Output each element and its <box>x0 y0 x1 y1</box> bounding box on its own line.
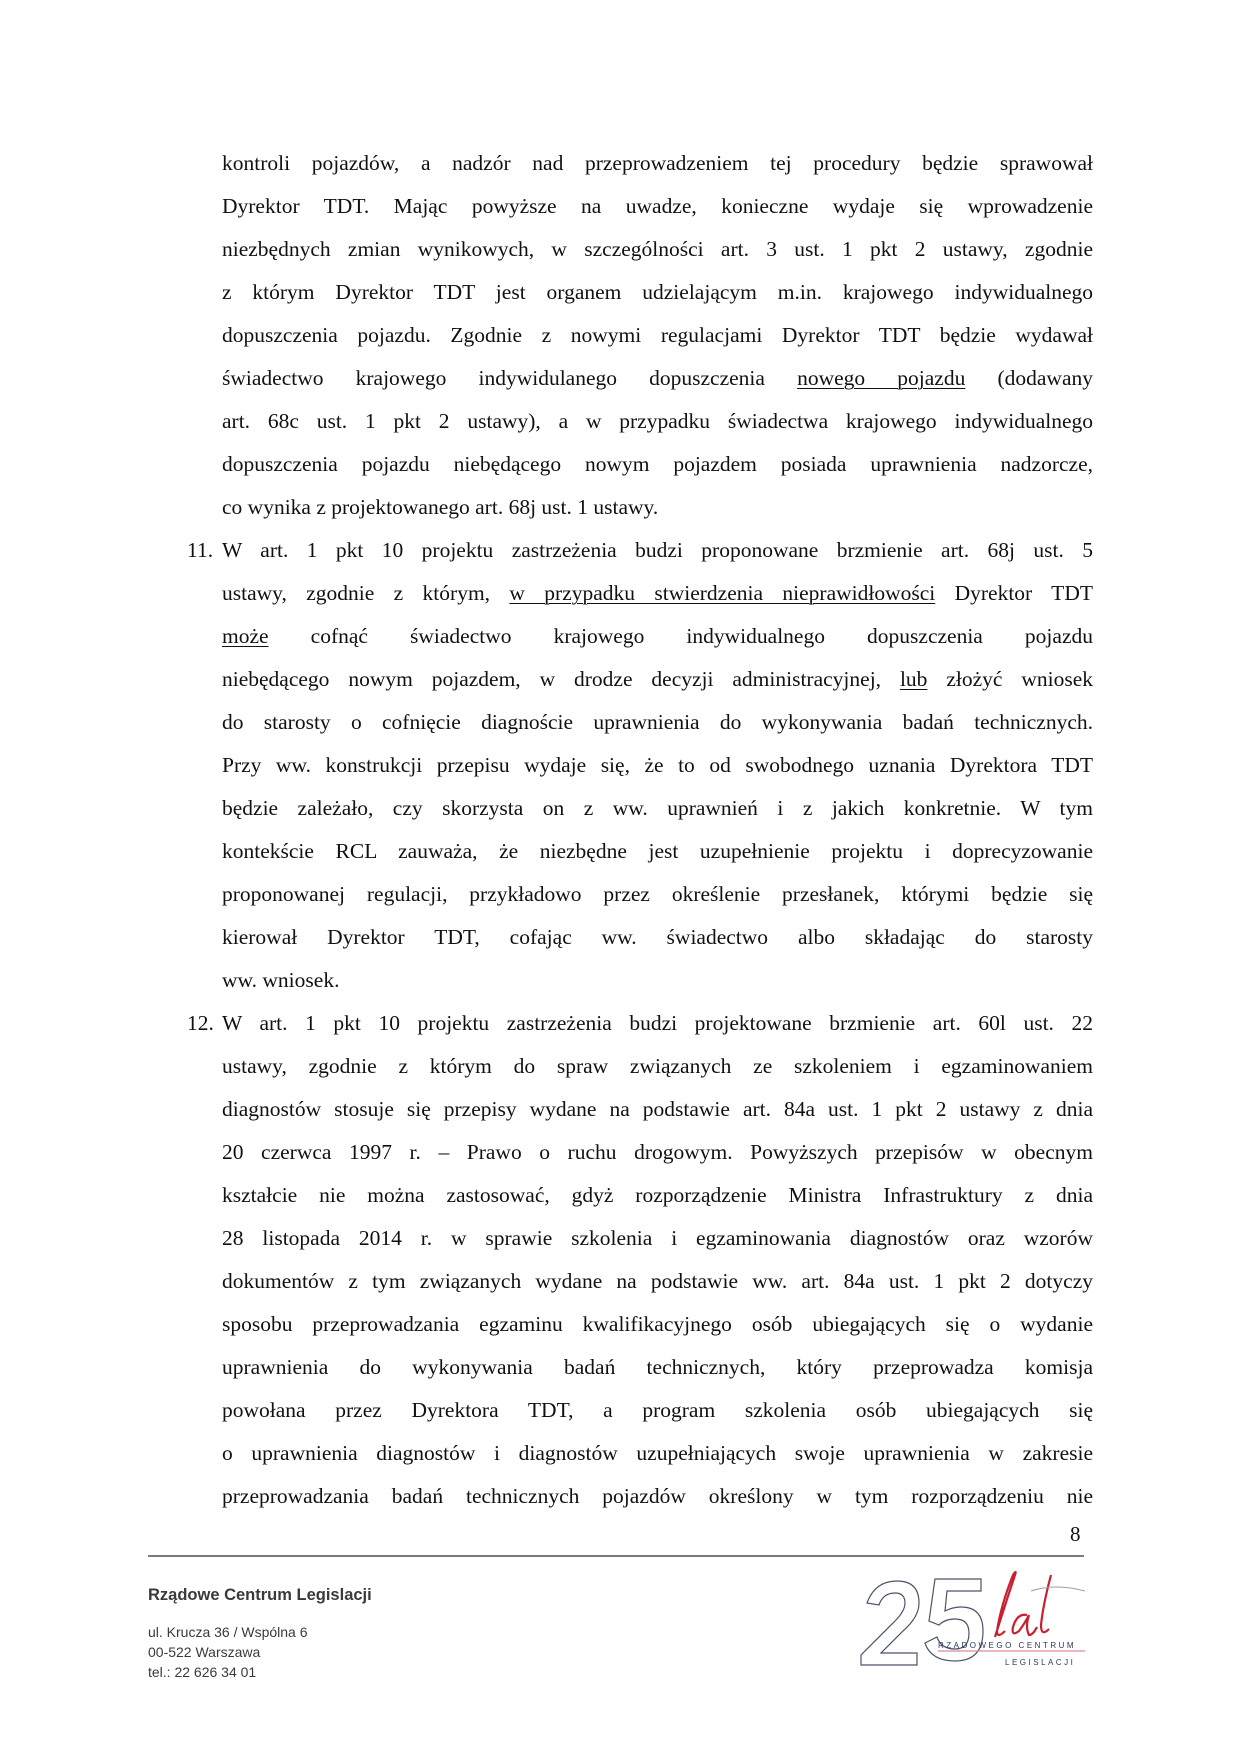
text-line: o uprawnienia diagnostów i diagnostów uzupełniających swoje uprawnienia w zakresie <box>222 1441 1093 1465</box>
underlined-phrase: może <box>222 624 269 648</box>
text-line: dopuszczenia pojazdu niebędącego nowym pojazdem posiada uprawnienia nadzorcze, <box>222 452 1093 476</box>
continuation-paragraph <box>222 142 1093 529</box>
text-line: powołana przez Dyrektora TDT, a program szkolenia osób ubiegających się <box>222 1398 1093 1422</box>
underlined-phrase: nowego pojazdu <box>797 366 966 390</box>
text-line: dopuszczenia pojazdu. Zgodnie z nowymi regulacjami Dyrektor TDT będzie wydawał <box>222 323 1093 347</box>
text-line: kontekście RCL zauważa, że niezbędne jest uzupełnienie projektu i doprecyzowanie <box>222 839 1093 863</box>
logo-caption-line1: RZĄDOWEGO CENTRUM <box>938 1641 1077 1650</box>
text-line: Dyrektor TDT. Mając powyższe na uwadze, konieczne wydaje się wprowadzenie <box>222 194 1093 218</box>
text-line: sposobu przeprowadzania egzaminu kwalifikacyjnego osób ubiegających się o wydanie <box>222 1312 1093 1336</box>
address-street: ul. Krucza 36 / Wspólna 6 <box>148 1624 308 1640</box>
text-line: dokumentów z tym związanych wydane na podstawie ww. art. 84a ust. 1 pkt 2 dotyczy <box>222 1269 1093 1293</box>
text-line: ustawy, zgodnie z którym do spraw związanych ze szkoleniem i egzaminowaniem <box>222 1054 1093 1078</box>
text-line: kontroli pojazdów, a nadzór nad przeprowadzeniem tej procedury będzie sprawował <box>222 151 1093 175</box>
page-number: 8 <box>1070 1522 1081 1546</box>
underlined-phrase: w przypadku stwierdzenia nieprawidłowości <box>509 581 936 605</box>
text-line: do starosty o cofnięcie diagnoście uprawnienia do wykonywania badań technicznych. <box>222 710 1093 734</box>
text-line: przeprowadzania badań technicznych pojazdów określony w tym rozporządzeniu nie <box>222 1484 1093 1508</box>
text-line: Przy ww. konstrukcji przepisu wydaje się, że to od swobodnego uznania Dyrektora TDT <box>222 753 1093 777</box>
text-line: diagnostów stosuje się przepisy wydane na podstawie art. 84a ust. 1 pkt 2 ustawy z dnia <box>222 1097 1093 1121</box>
text-line: kierował Dyrektor TDT, cofając ww. świadectwo albo składając do starosty <box>222 925 1093 949</box>
text-line: niezbędnych zmian wynikowych, w szczególności art. 3 ust. 1 pkt 2 ustawy, zgodnie <box>222 237 1093 261</box>
list-number: 12. <box>187 1011 214 1035</box>
footer-divider <box>148 1555 1084 1557</box>
text-line: kształcie nie można zastosować, gdyż rozporządzenie Ministra Infrastruktury z dnia <box>222 1183 1093 1207</box>
text-span: ustawy, zgodnie z którym, <box>222 581 510 605</box>
text-line: z którym Dyrektor TDT jest organem udzielającym m.in. krajowego indywidualnego <box>222 280 1093 304</box>
text-line: uprawnienia do wykonywania badań technicznych, który przeprowadza komisja <box>222 1355 1093 1379</box>
text-span: Dyrektor TDT <box>935 581 1093 605</box>
list-number: 11. <box>187 538 214 562</box>
text-line <box>222 572 1093 615</box>
list-item-12 <box>187 1002 1093 1518</box>
text-span: cofnąć świadectwo krajowego indywidualnego dopuszczenia pojazdu <box>268 624 1093 648</box>
text-line <box>222 658 1093 701</box>
footer-organization: Rządowe Centrum Legislacji <box>148 1586 372 1604</box>
text-line: W art. 1 pkt 10 projektu zastrzeżenia budzi proponowane brzmienie art. 68j ust. 5 <box>222 538 1093 562</box>
text-line: 20 czerwca 1997 r. – Prawo o ruchu drogowym. Powyższych przepisów w obecnym <box>222 1140 1093 1164</box>
text-line: co wynika z projektowanego art. 68j ust. 1 ustawy. <box>222 495 659 519</box>
address-city: 00-522 Warszawa <box>148 1644 261 1660</box>
text-line: proponowanej regulacji, przykładowo przez określenie przesłanek, którymi będzie się <box>222 882 1093 906</box>
underlined-phrase: lub <box>899 667 928 691</box>
address-phone: tel.: 22 626 34 01 <box>148 1664 257 1680</box>
text-span: świadectwo krajowego indywidulanego dopuszczenia <box>222 366 798 390</box>
text-line <box>222 615 1093 658</box>
text-line: W art. 1 pkt 10 projektu zastrzeżenia budzi projektowane brzmienie art. 60l ust. 22 <box>222 1011 1093 1035</box>
text-span: (dodawany <box>965 366 1093 390</box>
text-span: złożyć wniosek <box>927 667 1093 691</box>
text-span: niebędącego nowym pojazdem, w drodze decyzji administracyjnej, <box>222 667 900 691</box>
text-line: 28 listopada 2014 r. w sprawie szkolenia i egzaminowania diagnostów oraz wzorów <box>222 1226 1093 1250</box>
text-line: art. 68c ust. 1 pkt 2 ustawy), a w przypadku świadectwa krajowego indywidualnego <box>222 409 1093 433</box>
logo-25-lat-icon <box>845 1565 1085 1685</box>
logo-caption-line2: LEGISLACJI <box>1005 1658 1076 1667</box>
text-line: ww. wniosek. <box>222 968 340 992</box>
text-line <box>222 357 1093 400</box>
anniversary-logo <box>845 1565 1085 1685</box>
text-line: będzie zależało, czy skorzysta on z ww. uprawnień i z jakich konkretnie. W tym <box>222 796 1093 820</box>
footer-address <box>148 1622 308 1682</box>
list-item-11 <box>187 529 1093 1002</box>
